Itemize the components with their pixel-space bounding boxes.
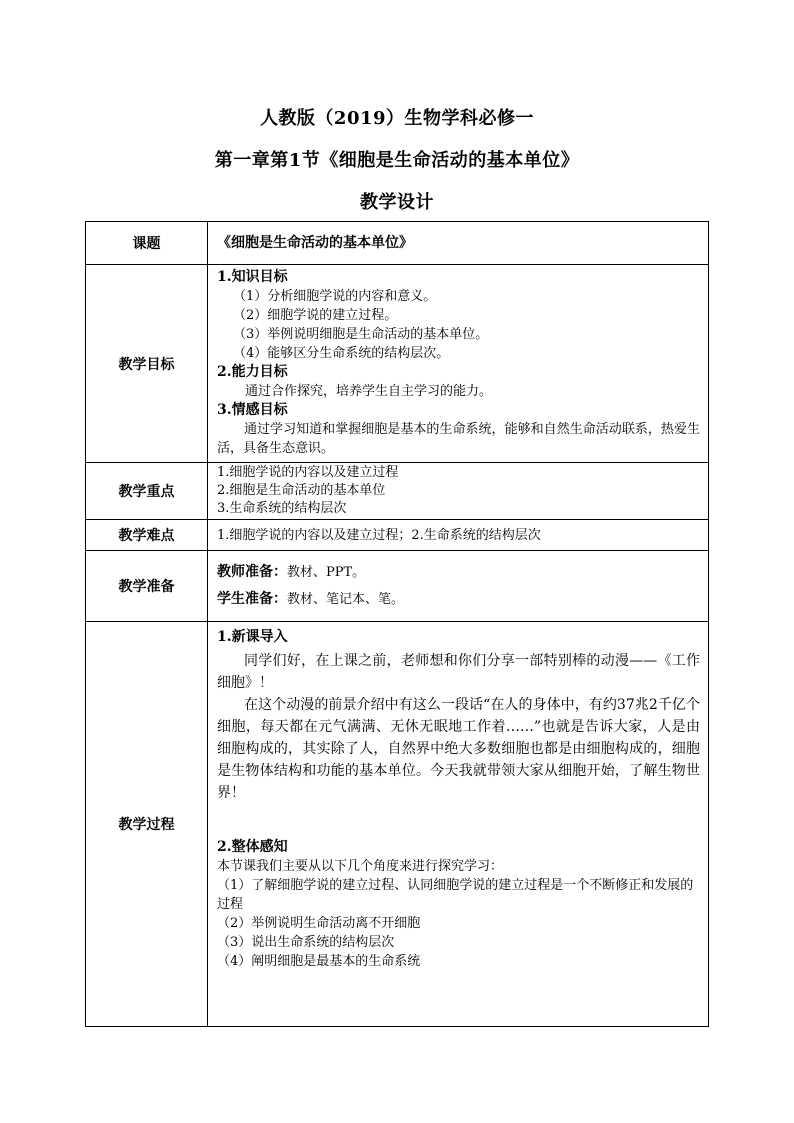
objectives-content [208,265,709,463]
ability-text: 通过合作探究，培养学生自主学习的能力。 [245,384,493,399]
teacher-preparation-label: 教师准备： [217,564,287,580]
overall-item: （2）举例说明生命活动离不开细胞 [217,916,421,931]
key-point-item: 3.生命系统的结构层次 [217,501,347,516]
key-points-row [86,463,709,520]
process-row [86,622,709,1027]
knowledge-item: （2）细胞学说的建立过程。 [233,308,398,323]
topic-row [86,222,709,265]
document-subtitle: 教学设计 [360,192,434,213]
process-content [208,622,709,1027]
objectives-label: 教学目标 [86,265,208,463]
objectives-row [86,265,709,463]
preparation-label: 教学准备 [86,551,208,622]
intro-heading: 1.新课导入 [217,629,288,645]
emotion-heading: 3.情感目标 [217,402,288,418]
key-point-item: 1.细胞学说的内容以及建立过程 [217,465,399,480]
intro-paragraph-2: 在这个动漫的前景介绍中有这么一段话“在人的身体中，有约37兆2千亿个细胞，每天都在元气满满、无休无眠地工作着……”也就是告诉大家，人是由细胞构成的，其实除了人，自然界中绝大多数细胞也都是由细胞构成的，细胞是生物体结构和功能的基本单位。今天我就带领大家从细胞开始，了解生物世界！ [217,697,700,801]
overall-item: （3）说出生命系统的结构层次 [217,935,395,950]
overall-heading: 2.整体感知 [217,839,288,855]
difficulties-text: 1.细胞学说的内容以及建立过程；2.生命系统的结构层次 [208,520,709,551]
topic-value: 《细胞是生命活动的基本单位》 [208,222,709,265]
teacher-preparation-text: 教材、PPT。 [287,565,366,580]
difficulties-row [86,520,709,551]
preparation-content [208,551,709,622]
teacher-preparation [217,563,700,582]
difficulties-label: 教学难点 [86,520,208,551]
knowledge-item: （1）分析细胞学说的内容和意义。 [233,289,437,304]
intro-paragraph-1: 同学们好，在上课之前，老师想和你们分享一部特别棒的动漫——《工作细胞》！ [217,653,700,691]
overall-item: （4）阐明细胞是最基本的生命系统 [217,954,421,969]
overall-text: 本节课我们主要从以下几个角度来进行探究学习： [217,859,504,874]
lesson-title: 第一章第1节《细胞是生命活动的基本单位》 [214,150,580,171]
knowledge-item: （4）能够区分生命系统的结构层次。 [233,346,450,361]
overall-item: （1）了解细胞学说的建立过程、认同细胞学说的建立过程是一个不断修正和发展的过程 [217,878,694,912]
lesson-plan-table [85,221,709,1027]
key-point-item: 2.细胞是生命活动的基本单位 [217,483,386,498]
preparation-row [86,551,709,622]
ability-heading: 2.能力目标 [217,364,288,380]
knowledge-item: （3）举例说明细胞是生命活动的基本单位。 [233,327,489,342]
key-points-content [208,463,709,520]
process-label: 教学过程 [86,622,208,1027]
key-points-label: 教学重点 [86,463,208,520]
knowledge-heading: 1.知识目标 [217,269,288,285]
student-preparation [217,590,700,609]
emotion-text: 通过学习知道和掌握细胞是基本的生命系统，能够和自然生命活动联系，热爱生活，具备生态意识。 [217,422,700,456]
student-preparation-label: 学生准备： [217,591,287,607]
topic-label: 课题 [86,222,208,265]
document-title: 人教版（2019）生物学科必修一 [259,108,535,129]
student-preparation-text: 教材、笔记本、笔。 [287,592,405,607]
